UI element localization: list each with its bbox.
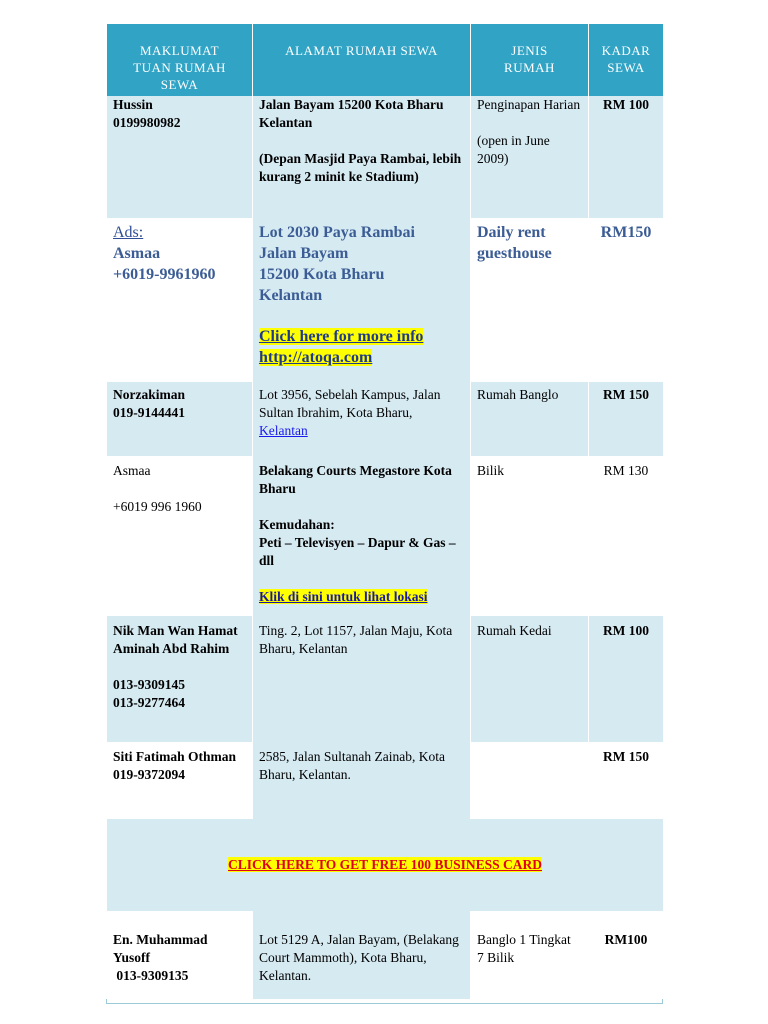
table-header-row bbox=[107, 24, 664, 96]
location-link[interactable]: Klik di sini untuk lihat lokasi bbox=[259, 589, 428, 604]
rate-value: RM 150 bbox=[589, 742, 664, 819]
owner-cell bbox=[107, 218, 253, 382]
facilities-list: Peti – Televisyen – Dapur & Gas – dll bbox=[259, 535, 456, 568]
type-cell bbox=[471, 96, 589, 218]
owner-phone: 019-9144441 bbox=[113, 405, 185, 420]
rate-value: RM 100 bbox=[589, 96, 664, 218]
owner-cell bbox=[107, 382, 253, 456]
address-text: Lot 5129 A, Jalan Bayam, (Belakang Court Mammoth), Kota Bharu, Kelantan. bbox=[253, 911, 471, 999]
address-line: Lot 2030 Paya Rambai bbox=[259, 224, 415, 241]
table-row bbox=[107, 218, 664, 382]
type-cell bbox=[471, 218, 589, 382]
owner-phone: +6019 996 1960 bbox=[113, 499, 202, 514]
table-row bbox=[107, 616, 664, 742]
rate-value: RM 150 bbox=[589, 382, 664, 456]
address-cell bbox=[253, 218, 471, 382]
owner-name: Asmaa bbox=[113, 245, 161, 262]
owner-cell bbox=[107, 616, 253, 742]
owner-phone: +6019-9961960 bbox=[113, 266, 216, 283]
banner-row bbox=[107, 819, 664, 911]
rate-cell bbox=[589, 218, 664, 382]
owner-name: Hussin bbox=[113, 97, 153, 112]
kelantan-link[interactable]: Kelantan bbox=[259, 423, 308, 438]
type-text: Penginapan Harian bbox=[477, 97, 581, 112]
type-text: Rumah Banglo bbox=[471, 382, 589, 456]
header-rate: KADAR SEWA bbox=[589, 24, 664, 96]
owner-phone: 013-9309145 bbox=[113, 677, 185, 692]
address-note: (Depan Masjid Paya Rambai, lebih kurang 2 minit ke Stadium) bbox=[259, 151, 462, 184]
business-card-link[interactable]: CLICK HERE TO GET FREE 100 BUSINESS CARD bbox=[228, 857, 542, 872]
address-text: Lot 3956, Sebelah Kampus, Jalan Sultan Ibrahim, Kota Bharu, bbox=[259, 387, 441, 420]
owner-cell bbox=[107, 911, 253, 999]
type-note: 7 Bilik bbox=[477, 950, 515, 965]
owner-phone: 013-9309135 bbox=[113, 968, 189, 983]
owner-name: Norzakiman bbox=[113, 387, 185, 402]
type-text: Bilik bbox=[471, 456, 589, 616]
rate-value: RM150 bbox=[600, 224, 652, 241]
type-text: Daily rent guesthouse bbox=[477, 224, 552, 262]
owner-name-2: Aminah Abd Rahim bbox=[113, 641, 230, 656]
owner-cell bbox=[107, 456, 253, 616]
type-text: Rumah Kedai bbox=[471, 616, 589, 742]
banner-cell bbox=[107, 819, 664, 911]
more-info-link[interactable]: Click here for more info bbox=[259, 328, 424, 345]
owner-cell bbox=[107, 96, 253, 218]
table-row bbox=[107, 742, 664, 819]
table-row bbox=[107, 96, 664, 218]
type-text bbox=[471, 742, 589, 819]
rate-value: RM 130 bbox=[589, 456, 664, 616]
address-line: Jalan Bayam bbox=[259, 245, 349, 262]
owner-name: Nik Man Wan Hamat bbox=[113, 623, 238, 638]
address-text: Ting. 2, Lot 1157, Jalan Maju, Kota Bharu, Kelantan bbox=[253, 616, 471, 742]
table-row bbox=[107, 911, 664, 999]
owner-phone: 019-9372094 bbox=[113, 767, 185, 782]
owner-name: En. Muhammad Yusoff bbox=[113, 932, 208, 965]
website-link[interactable]: http://atoqa.com bbox=[259, 349, 373, 366]
owner-name: Asmaa bbox=[113, 463, 151, 478]
header-address: ALAMAT RUMAH SEWA bbox=[253, 24, 471, 96]
owner-phone: 0199980982 bbox=[113, 115, 181, 130]
owner-name: Siti Fatimah Othman bbox=[113, 749, 237, 764]
rate-value: RM100 bbox=[589, 911, 664, 999]
ads-link[interactable]: Ads: bbox=[113, 224, 144, 241]
rate-value: RM 100 bbox=[589, 616, 664, 742]
header-type: JENIS RUMAH bbox=[471, 24, 589, 96]
address-line: Kelantan bbox=[259, 287, 323, 304]
owner-cell bbox=[107, 742, 253, 819]
table-row bbox=[107, 382, 664, 456]
address-text: Jalan Bayam 15200 Kota Bharu Kelantan bbox=[259, 97, 444, 130]
owner-phone-2: 013-9277464 bbox=[113, 695, 185, 710]
header-owner: MAKLUMAT TUAN RUMAH SEWA bbox=[107, 24, 253, 96]
facilities-label: Kemudahan: bbox=[259, 517, 335, 532]
address-line: 15200 Kota Bharu bbox=[259, 266, 385, 283]
address-text: Belakang Courts Megastore Kota Bharu bbox=[259, 463, 452, 496]
address-cell bbox=[253, 456, 471, 616]
type-note: (open in June 2009) bbox=[477, 133, 550, 166]
address-cell bbox=[253, 96, 471, 218]
table-row bbox=[107, 456, 664, 616]
type-cell bbox=[471, 911, 589, 999]
type-text: Banglo 1 Tingkat bbox=[477, 932, 571, 947]
address-cell bbox=[253, 382, 471, 456]
rental-table bbox=[106, 24, 664, 999]
address-text: 2585, Jalan Sultanah Zainab, Kota Bharu, Kelantan. bbox=[253, 742, 471, 819]
